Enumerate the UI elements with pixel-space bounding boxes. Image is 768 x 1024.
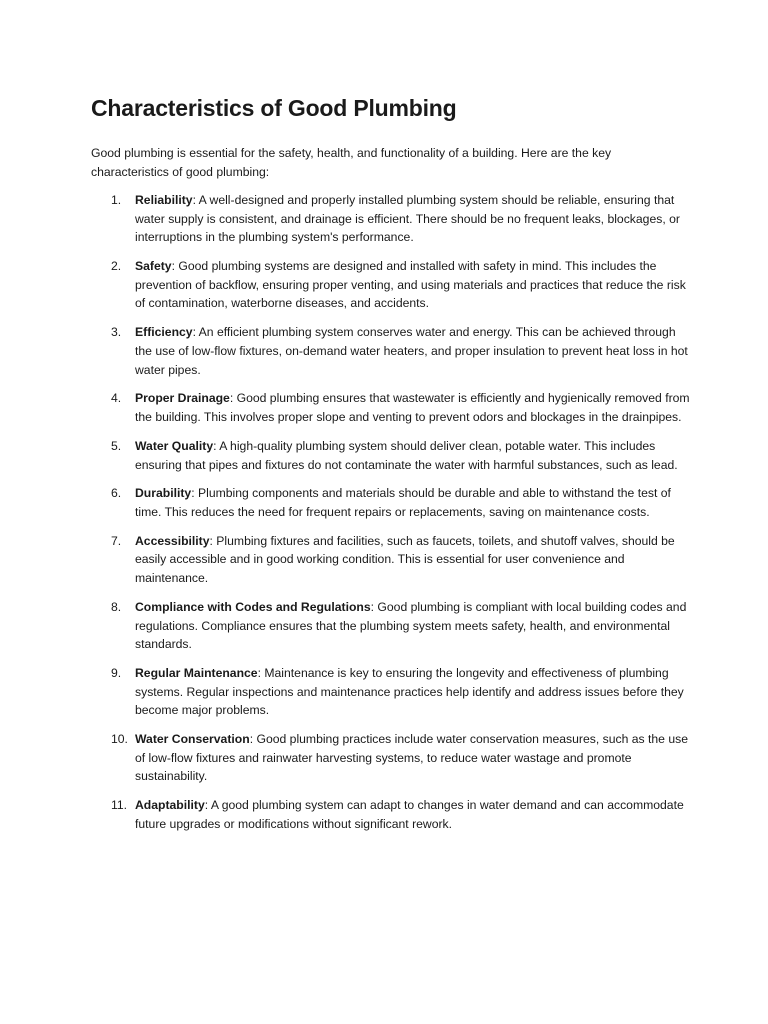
list-item xyxy=(91,532,691,588)
item-text: : An efficient plumbing system conserves water and energy. This can be achieved through the use of low-flow fixtures, on-demand water heaters, and proper insulation to prevent heat loss in hot water pipes. xyxy=(135,325,688,377)
list-item xyxy=(91,730,691,786)
item-term: Water Conservation xyxy=(135,732,250,747)
item-term: Regular Maintenance xyxy=(135,666,258,681)
list-item xyxy=(91,389,691,426)
item-text: : A high-quality plumbing system should deliver clean, potable water. This includes ensuring that pipes and fixtures do not contaminate the water with harmful substances, such as lead. xyxy=(135,438,678,472)
characteristics-list xyxy=(91,191,691,833)
item-text: : Maintenance is key to ensuring the longevity and effectiveness of plumbing systems. Regular inspections and maintenance practices help identify and address issues before they become major problems. xyxy=(135,666,684,718)
item-number: 4. xyxy=(111,391,122,406)
item-number: 6. xyxy=(111,486,122,501)
list-item xyxy=(91,191,691,247)
page-title: Characteristics of Good Plumbing xyxy=(91,95,457,121)
item-term: Safety xyxy=(135,259,172,274)
list-item xyxy=(91,437,691,474)
item-text: : Good plumbing systems are designed and installed with safety in mind. This includes the prevention of backflow, ensuring proper venting, and using materials and practices that reduce the risk of contamination, waterborne diseases, and accidents. xyxy=(135,259,686,311)
list-item xyxy=(91,598,691,654)
item-number: 2. xyxy=(111,259,122,274)
item-term: Proper Drainage xyxy=(135,391,230,406)
item-text: : Plumbing fixtures and facilities, such as faucets, toilets, and shutoff valves, should be easily accessible and in good working condition. This is essential for user convenience and maintenance. xyxy=(135,533,675,586)
item-number: 1. xyxy=(111,193,122,208)
intro-paragraph: Good plumbing is essential for the safety, health, and functionality of a building. Here are the key characteristics of good plumbing: xyxy=(91,146,612,179)
document-page xyxy=(91,92,691,844)
item-term: Durability xyxy=(135,486,192,501)
item-number: 11. xyxy=(111,798,128,813)
list-item xyxy=(91,796,691,833)
list-item xyxy=(91,257,691,313)
item-number: 10. xyxy=(111,732,128,747)
item-text: : Good plumbing is compliant with local building codes and regulations. Compliance ensures that the plumbing system meets safety, health, and environmental standards. xyxy=(135,599,687,652)
list-item xyxy=(91,664,691,720)
list-item xyxy=(91,484,691,521)
item-number: 5. xyxy=(111,438,122,453)
item-term: Compliance with Codes and Regulations xyxy=(135,599,371,614)
item-term: Reliability xyxy=(135,193,193,208)
item-text: : Plumbing components and materials should be durable and able to withstand the test of time. This reduces the need for frequent repairs or replacements, saving on maintenance costs. xyxy=(135,486,671,519)
item-text: : Good plumbing practices include water conservation measures, such as the use of low-flow fixtures and rainwater harvesting systems, to reduce water wastage and promote sustainability. xyxy=(135,732,688,784)
item-term: Efficiency xyxy=(135,325,193,340)
list-item xyxy=(91,323,691,379)
item-number: 8. xyxy=(111,599,122,614)
item-text: : Good plumbing ensures that wastewater is efficiently and hygienically removed from the building. This involves proper slope and venting to prevent odors and blockages in the drainpipes. xyxy=(135,391,690,425)
item-term: Water Quality xyxy=(135,438,214,453)
item-text: : A good plumbing system can adapt to changes in water demand and can accommodate future upgrades or modifications without significant rework. xyxy=(135,798,684,831)
item-number: 3. xyxy=(111,325,122,340)
item-term: Adaptability xyxy=(135,798,205,813)
item-number: 9. xyxy=(111,666,122,681)
item-text: : A well-designed and properly installed plumbing system should be reliable, ensuring that water supply is consistent, and drainage is efficient. There should be no frequent leaks, blockages, or interruptions in the plumbing system's performance. xyxy=(135,193,680,245)
item-term: Accessibility xyxy=(135,533,210,548)
item-number: 7. xyxy=(111,533,122,548)
